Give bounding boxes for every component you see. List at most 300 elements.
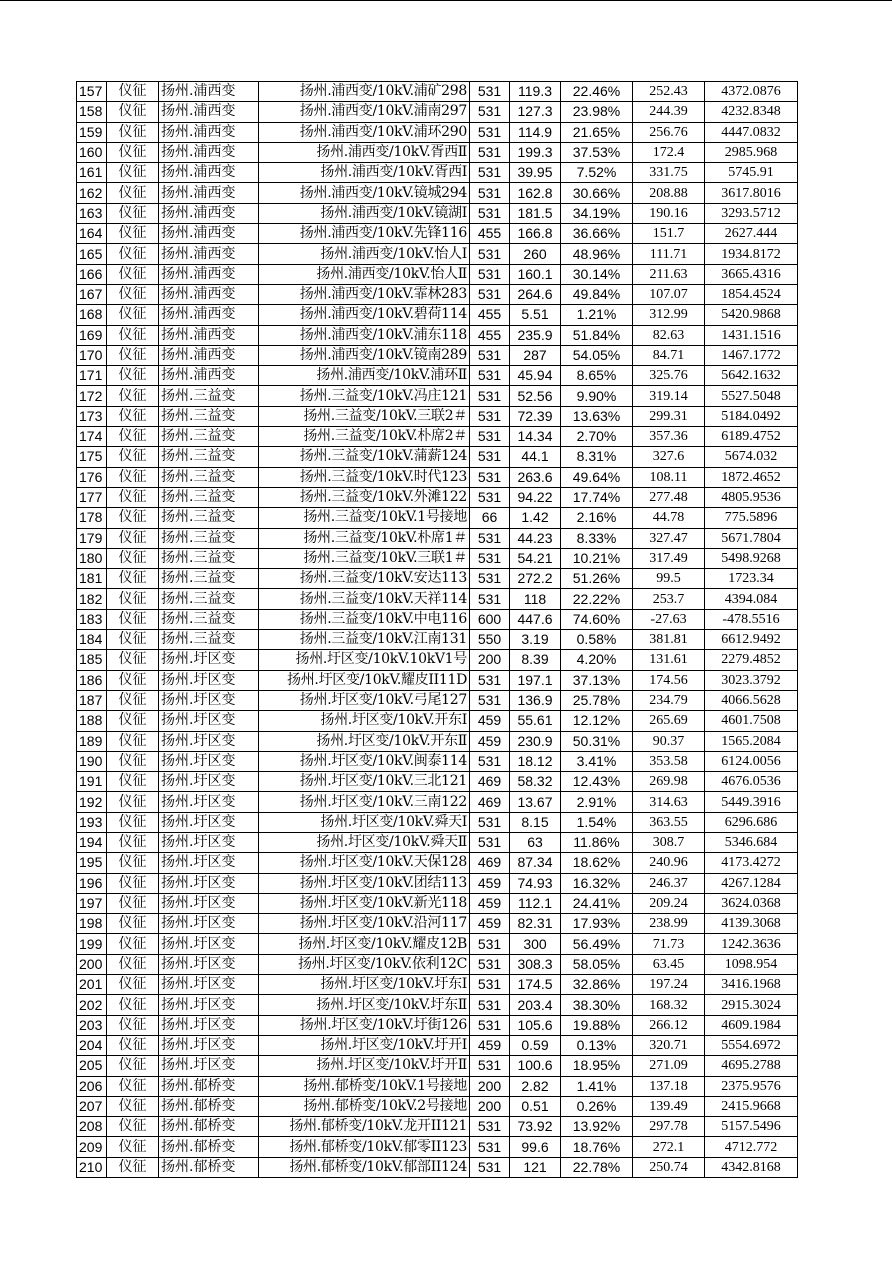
district-cell: 仪征: [107, 934, 159, 954]
row-number-cell: 194: [77, 832, 107, 852]
row-number-cell: 201: [77, 975, 107, 995]
load-rate-cell: 12.43%: [561, 772, 633, 792]
table-row: [77, 183, 798, 203]
table-row: [77, 569, 798, 589]
district-cell: 仪征: [107, 853, 159, 873]
row-number-cell: 186: [77, 670, 107, 690]
row-number-cell: 195: [77, 853, 107, 873]
substation-cell: 扬州.圩区变: [159, 751, 259, 771]
remaining-capacity-cell: -27.63: [633, 609, 705, 629]
feeder-line-cell: 扬州.三益变/10kV.1号接地: [259, 508, 470, 528]
remaining-capacity-cell: 299.31: [633, 406, 705, 426]
row-number-cell: 197: [77, 893, 107, 913]
remaining-capacity-cell: 234.79: [633, 690, 705, 710]
table-row: [77, 366, 798, 386]
current-cell: 287: [510, 345, 561, 365]
load-rate-cell: 7.52%: [561, 163, 633, 183]
current-cell: 197.1: [510, 670, 561, 690]
feeder-line-cell: 扬州.郁桥变/10kV.1号接地: [259, 1076, 470, 1096]
row-number-cell: 188: [77, 711, 107, 731]
load-rate-cell: 11.86%: [561, 832, 633, 852]
load-rate-cell: 54.05%: [561, 345, 633, 365]
capacity-cell: 531: [470, 751, 510, 771]
current-cell: 199.3: [510, 142, 561, 162]
table-row: [77, 690, 798, 710]
capacity-cell: 531: [470, 366, 510, 386]
remaining-capacity-cell: 320.71: [633, 1035, 705, 1055]
substation-cell: 扬州.郁桥变: [159, 1157, 259, 1177]
current-cell: 87.34: [510, 853, 561, 873]
district-cell: 仪征: [107, 1056, 159, 1076]
current-cell: 1.42: [510, 508, 561, 528]
substation-cell: 扬州.浦西变: [159, 325, 259, 345]
available-load-cell: 5498.9268: [705, 548, 798, 568]
remaining-capacity-cell: 209.24: [633, 893, 705, 913]
table-row: [77, 1157, 798, 1177]
district-cell: 仪征: [107, 244, 159, 264]
substation-cell: 扬州.圩区变: [159, 772, 259, 792]
table-row: [77, 1015, 798, 1035]
substation-cell: 扬州.浦西变: [159, 264, 259, 284]
feeder-line-cell: 扬州.浦西变/10kV.浦东118: [259, 325, 470, 345]
available-load-cell: 5554.6972: [705, 1035, 798, 1055]
capacity-cell: 455: [470, 305, 510, 325]
load-rate-cell: 18.76%: [561, 1137, 633, 1157]
substation-cell: 扬州.三益变: [159, 508, 259, 528]
load-rate-cell: 49.64%: [561, 467, 633, 487]
current-cell: 52.56: [510, 386, 561, 406]
table-row: [77, 142, 798, 162]
available-load-cell: 1723.34: [705, 569, 798, 589]
feeder-line-cell: 扬州.圩区变/10kV.三南122: [259, 792, 470, 812]
table-row: [77, 954, 798, 974]
feeder-line-cell: 扬州.浦西变/10kV.先锋116: [259, 224, 470, 244]
current-cell: 160.1: [510, 264, 561, 284]
remaining-capacity-cell: 353.58: [633, 751, 705, 771]
available-load-cell: 1934.8172: [705, 244, 798, 264]
capacity-cell: 531: [470, 1056, 510, 1076]
current-cell: 119.3: [510, 82, 561, 102]
capacity-cell: 531: [470, 345, 510, 365]
feeder-line-cell: 扬州.三益变/10kV.天祥114: [259, 589, 470, 609]
substation-cell: 扬州.浦西变: [159, 244, 259, 264]
substation-cell: 扬州.浦西变: [159, 345, 259, 365]
table-row: [77, 670, 798, 690]
row-number-cell: 177: [77, 487, 107, 507]
substation-cell: 扬州.三益变: [159, 386, 259, 406]
substation-cell: 扬州.浦西变: [159, 102, 259, 122]
available-load-cell: 3416.1968: [705, 975, 798, 995]
capacity-cell: 531: [470, 264, 510, 284]
available-load-cell: 4372.0876: [705, 82, 798, 102]
load-rate-cell: 25.78%: [561, 690, 633, 710]
load-rate-cell: 22.46%: [561, 82, 633, 102]
available-load-cell: -478.5516: [705, 609, 798, 629]
substation-cell: 扬州.郁桥变: [159, 1096, 259, 1116]
remaining-capacity-cell: 272.1: [633, 1137, 705, 1157]
feeder-line-cell: 扬州.郁桥变/10kV.郁零II123: [259, 1137, 470, 1157]
remaining-capacity-cell: 197.24: [633, 975, 705, 995]
load-rate-cell: 1.41%: [561, 1076, 633, 1096]
substation-cell: 扬州.圩区变: [159, 934, 259, 954]
table-body: [77, 82, 798, 1178]
row-number-cell: 160: [77, 142, 107, 162]
available-load-cell: 5346.684: [705, 832, 798, 852]
load-rate-cell: 18.95%: [561, 1056, 633, 1076]
remaining-capacity-cell: 271.09: [633, 1056, 705, 1076]
capacity-cell: 531: [470, 1015, 510, 1035]
available-load-cell: 4447.0832: [705, 122, 798, 142]
capacity-cell: 459: [470, 914, 510, 934]
district-cell: 仪征: [107, 122, 159, 142]
row-number-cell: 178: [77, 508, 107, 528]
capacity-cell: 531: [470, 487, 510, 507]
table-row: [77, 914, 798, 934]
load-rate-cell: 17.74%: [561, 487, 633, 507]
feeder-line-cell: 扬州.三益变/10kV.江南131: [259, 630, 470, 650]
row-number-cell: 157: [77, 82, 107, 102]
feeder-line-cell: 扬州.圩区变/10kV.三北121: [259, 772, 470, 792]
district-cell: 仪征: [107, 508, 159, 528]
substation-cell: 扬州.三益变: [159, 589, 259, 609]
row-number-cell: 192: [77, 792, 107, 812]
table-row: [77, 589, 798, 609]
row-number-cell: 191: [77, 772, 107, 792]
row-number-cell: 196: [77, 873, 107, 893]
feeder-line-cell: 扬州.圩区变/10kV.弓尾127: [259, 690, 470, 710]
available-load-cell: 3624.0368: [705, 893, 798, 913]
remaining-capacity-cell: 168.32: [633, 995, 705, 1015]
capacity-cell: 200: [470, 650, 510, 670]
load-rate-cell: 4.20%: [561, 650, 633, 670]
available-load-cell: 1098.954: [705, 954, 798, 974]
current-cell: 118: [510, 589, 561, 609]
capacity-cell: 531: [470, 528, 510, 548]
feeder-line-cell: 扬州.浦西变/10kV.镜城294: [259, 183, 470, 203]
substation-cell: 扬州.三益变: [159, 528, 259, 548]
load-rate-cell: 22.22%: [561, 589, 633, 609]
remaining-capacity-cell: 172.4: [633, 142, 705, 162]
row-number-cell: 171: [77, 366, 107, 386]
row-number-cell: 185: [77, 650, 107, 670]
remaining-capacity-cell: 139.49: [633, 1096, 705, 1116]
current-cell: 74.93: [510, 873, 561, 893]
table-row: [77, 224, 798, 244]
load-rate-cell: 10.21%: [561, 548, 633, 568]
load-rate-cell: 8.65%: [561, 366, 633, 386]
district-cell: 仪征: [107, 954, 159, 974]
remaining-capacity-cell: 308.7: [633, 832, 705, 852]
load-rate-cell: 0.58%: [561, 630, 633, 650]
row-number-cell: 204: [77, 1035, 107, 1055]
remaining-capacity-cell: 250.74: [633, 1157, 705, 1177]
feeder-line-cell: 扬州.浦西变/10kV.胥西Ⅱ: [259, 142, 470, 162]
district-cell: 仪征: [107, 751, 159, 771]
remaining-capacity-cell: 208.88: [633, 183, 705, 203]
table-row: [77, 447, 798, 467]
load-rate-cell: 23.98%: [561, 102, 633, 122]
available-load-cell: 4609.1984: [705, 1015, 798, 1035]
feeder-line-cell: 扬州.三益变/10kV.外滩122: [259, 487, 470, 507]
substation-cell: 扬州.郁桥变: [159, 1117, 259, 1137]
remaining-capacity-cell: 71.73: [633, 934, 705, 954]
remaining-capacity-cell: 325.76: [633, 366, 705, 386]
available-load-cell: 2627.444: [705, 224, 798, 244]
page-top-rule: [0, 0, 892, 1]
row-number-cell: 199: [77, 934, 107, 954]
remaining-capacity-cell: 190.16: [633, 203, 705, 223]
current-cell: 5.51: [510, 305, 561, 325]
load-rate-cell: 32.86%: [561, 975, 633, 995]
row-number-cell: 164: [77, 224, 107, 244]
current-cell: 82.31: [510, 914, 561, 934]
table-row: [77, 609, 798, 629]
current-cell: 112.1: [510, 893, 561, 913]
district-cell: 仪征: [107, 1076, 159, 1096]
table-row: [77, 650, 798, 670]
remaining-capacity-cell: 253.7: [633, 589, 705, 609]
load-rate-cell: 24.41%: [561, 893, 633, 913]
substation-cell: 扬州.圩区变: [159, 954, 259, 974]
row-number-cell: 179: [77, 528, 107, 548]
substation-cell: 扬州.三益变: [159, 569, 259, 589]
substation-cell: 扬州.圩区变: [159, 1056, 259, 1076]
load-rate-cell: 2.16%: [561, 508, 633, 528]
available-load-cell: 5674.032: [705, 447, 798, 467]
load-rate-cell: 30.66%: [561, 183, 633, 203]
substation-cell: 扬州.三益变: [159, 487, 259, 507]
row-number-cell: 166: [77, 264, 107, 284]
remaining-capacity-cell: 63.45: [633, 954, 705, 974]
remaining-capacity-cell: 319.14: [633, 386, 705, 406]
district-cell: 仪征: [107, 447, 159, 467]
available-load-cell: 4232.8348: [705, 102, 798, 122]
district-cell: 仪征: [107, 528, 159, 548]
table-row: [77, 386, 798, 406]
available-load-cell: 3617.8016: [705, 183, 798, 203]
current-cell: 203.4: [510, 995, 561, 1015]
remaining-capacity-cell: 111.71: [633, 244, 705, 264]
available-load-cell: 4394.084: [705, 589, 798, 609]
table-row: [77, 284, 798, 304]
current-cell: 260: [510, 244, 561, 264]
substation-cell: 扬州.圩区变: [159, 832, 259, 852]
substation-cell: 扬州.浦西变: [159, 203, 259, 223]
feeder-line-cell: 扬州.圩区变/10kV.开东Ⅱ: [259, 731, 470, 751]
load-rate-cell: 50.31%: [561, 731, 633, 751]
current-cell: 94.22: [510, 487, 561, 507]
capacity-cell: 531: [470, 142, 510, 162]
table-row: [77, 528, 798, 548]
table-row: [77, 853, 798, 873]
district-cell: 仪征: [107, 914, 159, 934]
feeder-line-cell: 扬州.浦西变/10kV.碧荷114: [259, 305, 470, 325]
district-cell: 仪征: [107, 893, 159, 913]
remaining-capacity-cell: 151.7: [633, 224, 705, 244]
remaining-capacity-cell: 99.5: [633, 569, 705, 589]
row-number-cell: 182: [77, 589, 107, 609]
district-cell: 仪征: [107, 569, 159, 589]
remaining-capacity-cell: 256.76: [633, 122, 705, 142]
capacity-cell: 600: [470, 609, 510, 629]
row-number-cell: 165: [77, 244, 107, 264]
current-cell: 264.6: [510, 284, 561, 304]
row-number-cell: 167: [77, 284, 107, 304]
current-cell: 174.5: [510, 975, 561, 995]
table-row: [77, 264, 798, 284]
capacity-cell: 531: [470, 1117, 510, 1137]
available-load-cell: 4173.4272: [705, 853, 798, 873]
feeder-line-cell: 扬州.三益变/10kV.时代123: [259, 467, 470, 487]
district-cell: 仪征: [107, 711, 159, 731]
row-number-cell: 210: [77, 1157, 107, 1177]
feeder-line-cell: 扬州.郁桥变/10kV.郁部II124: [259, 1157, 470, 1177]
district-cell: 仪征: [107, 975, 159, 995]
district-cell: 仪征: [107, 995, 159, 1015]
row-number-cell: 172: [77, 386, 107, 406]
capacity-cell: 531: [470, 82, 510, 102]
district-cell: 仪征: [107, 284, 159, 304]
capacity-cell: 200: [470, 1076, 510, 1096]
table-row: [77, 792, 798, 812]
feeder-line-cell: 扬州.圩区变/10kV.新光118: [259, 893, 470, 913]
current-cell: 166.8: [510, 224, 561, 244]
capacity-cell: 531: [470, 589, 510, 609]
feeder-line-cell: 扬州.圩区变/10kV.舜天Ⅱ: [259, 832, 470, 852]
substation-cell: 扬州.圩区变: [159, 650, 259, 670]
capacity-cell: 469: [470, 792, 510, 812]
remaining-capacity-cell: 357.36: [633, 427, 705, 447]
available-load-cell: 4712.772: [705, 1137, 798, 1157]
row-number-cell: 175: [77, 447, 107, 467]
district-cell: 仪征: [107, 102, 159, 122]
feeder-line-cell: 扬州.三益变/10kV.中电116: [259, 609, 470, 629]
substation-cell: 扬州.圩区变: [159, 792, 259, 812]
row-number-cell: 173: [77, 406, 107, 426]
current-cell: 73.92: [510, 1117, 561, 1137]
feeder-line-cell: 扬州.浦西变/10kV.浦环Ⅱ: [259, 366, 470, 386]
remaining-capacity-cell: 317.49: [633, 548, 705, 568]
table-row: [77, 1117, 798, 1137]
table-row: [77, 772, 798, 792]
load-rate-cell: 18.62%: [561, 853, 633, 873]
substation-cell: 扬州.浦西变: [159, 305, 259, 325]
table-row: [77, 467, 798, 487]
row-number-cell: 180: [77, 548, 107, 568]
row-number-cell: 181: [77, 569, 107, 589]
table-row: [77, 832, 798, 852]
substation-cell: 扬州.圩区变: [159, 893, 259, 913]
district-cell: 仪征: [107, 325, 159, 345]
available-load-cell: 5449.3916: [705, 792, 798, 812]
capacity-cell: 531: [470, 406, 510, 426]
district-cell: 仪征: [107, 1137, 159, 1157]
capacity-cell: 531: [470, 569, 510, 589]
district-cell: 仪征: [107, 203, 159, 223]
feeder-line-cell: 扬州.三益变/10kV.蒲薪124: [259, 447, 470, 467]
current-cell: 263.6: [510, 467, 561, 487]
capacity-cell: 459: [470, 711, 510, 731]
substation-cell: 扬州.三益变: [159, 406, 259, 426]
substation-cell: 扬州.浦西变: [159, 284, 259, 304]
load-rate-cell: 1.21%: [561, 305, 633, 325]
capacity-cell: 200: [470, 1096, 510, 1116]
substation-cell: 扬州.浦西变: [159, 142, 259, 162]
substation-cell: 扬州.圩区变: [159, 812, 259, 832]
district-cell: 仪征: [107, 792, 159, 812]
current-cell: 55.61: [510, 711, 561, 731]
remaining-capacity-cell: 90.37: [633, 731, 705, 751]
district-cell: 仪征: [107, 832, 159, 852]
row-number-cell: 189: [77, 731, 107, 751]
current-cell: 45.94: [510, 366, 561, 386]
feeder-line-cell: 扬州.圩区变/10kV.10kV1号: [259, 650, 470, 670]
substation-cell: 扬州.三益变: [159, 630, 259, 650]
load-rate-cell: 51.26%: [561, 569, 633, 589]
remaining-capacity-cell: 381.81: [633, 630, 705, 650]
current-cell: 230.9: [510, 731, 561, 751]
feeder-line-cell: 扬州.圩区变/10kV.圩开Ⅱ: [259, 1056, 470, 1076]
district-cell: 仪征: [107, 183, 159, 203]
district-cell: 仪征: [107, 1096, 159, 1116]
load-rate-cell: 9.90%: [561, 386, 633, 406]
current-cell: 39.95: [510, 163, 561, 183]
available-load-cell: 1431.1516: [705, 325, 798, 345]
load-rate-cell: 1.54%: [561, 812, 633, 832]
available-load-cell: 2279.4852: [705, 650, 798, 670]
district-cell: 仪征: [107, 305, 159, 325]
district-cell: 仪征: [107, 224, 159, 244]
table-row: [77, 487, 798, 507]
substation-cell: 扬州.浦西变: [159, 366, 259, 386]
substation-cell: 扬州.圩区变: [159, 731, 259, 751]
feeder-line-cell: 扬州.圩区变/10kV.圩东Ⅰ: [259, 975, 470, 995]
remaining-capacity-cell: 314.63: [633, 792, 705, 812]
feeder-line-cell: 扬州.三益变/10kV.朴席2＃: [259, 427, 470, 447]
available-load-cell: 4342.8168: [705, 1157, 798, 1177]
capacity-cell: 459: [470, 1035, 510, 1055]
feeder-line-cell: 扬州.浦西变/10kV.镜南289: [259, 345, 470, 365]
district-cell: 仪征: [107, 690, 159, 710]
district-cell: 仪征: [107, 427, 159, 447]
load-rate-cell: 37.13%: [561, 670, 633, 690]
feeder-line-cell: 扬州.郁桥变/10kV.龙开II121: [259, 1117, 470, 1137]
available-load-cell: 1565.2084: [705, 731, 798, 751]
available-load-cell: 3023.3792: [705, 670, 798, 690]
district-cell: 仪征: [107, 406, 159, 426]
current-cell: 300: [510, 934, 561, 954]
feeder-line-cell: 扬州.圩区变/10kV.圩开Ⅰ: [259, 1035, 470, 1055]
capacity-cell: 531: [470, 1157, 510, 1177]
load-rate-cell: 13.92%: [561, 1117, 633, 1137]
district-cell: 仪征: [107, 670, 159, 690]
row-number-cell: 208: [77, 1117, 107, 1137]
district-cell: 仪征: [107, 386, 159, 406]
feeder-line-cell: 扬州.圩区变/10kV.圩街126: [259, 1015, 470, 1035]
substation-cell: 扬州.浦西变: [159, 163, 259, 183]
district-cell: 仪征: [107, 873, 159, 893]
available-load-cell: 4267.1284: [705, 873, 798, 893]
feeder-line-cell: 扬州.浦西变/10kV.浦矿298: [259, 82, 470, 102]
capacity-cell: 531: [470, 386, 510, 406]
available-load-cell: 1242.3636: [705, 934, 798, 954]
available-load-cell: 4601.7508: [705, 711, 798, 731]
feeder-line-cell: 扬州.三益变/10kV.三联1＃: [259, 548, 470, 568]
remaining-capacity-cell: 108.11: [633, 467, 705, 487]
table-row: [77, 305, 798, 325]
current-cell: 14.34: [510, 427, 561, 447]
capacity-cell: 455: [470, 224, 510, 244]
